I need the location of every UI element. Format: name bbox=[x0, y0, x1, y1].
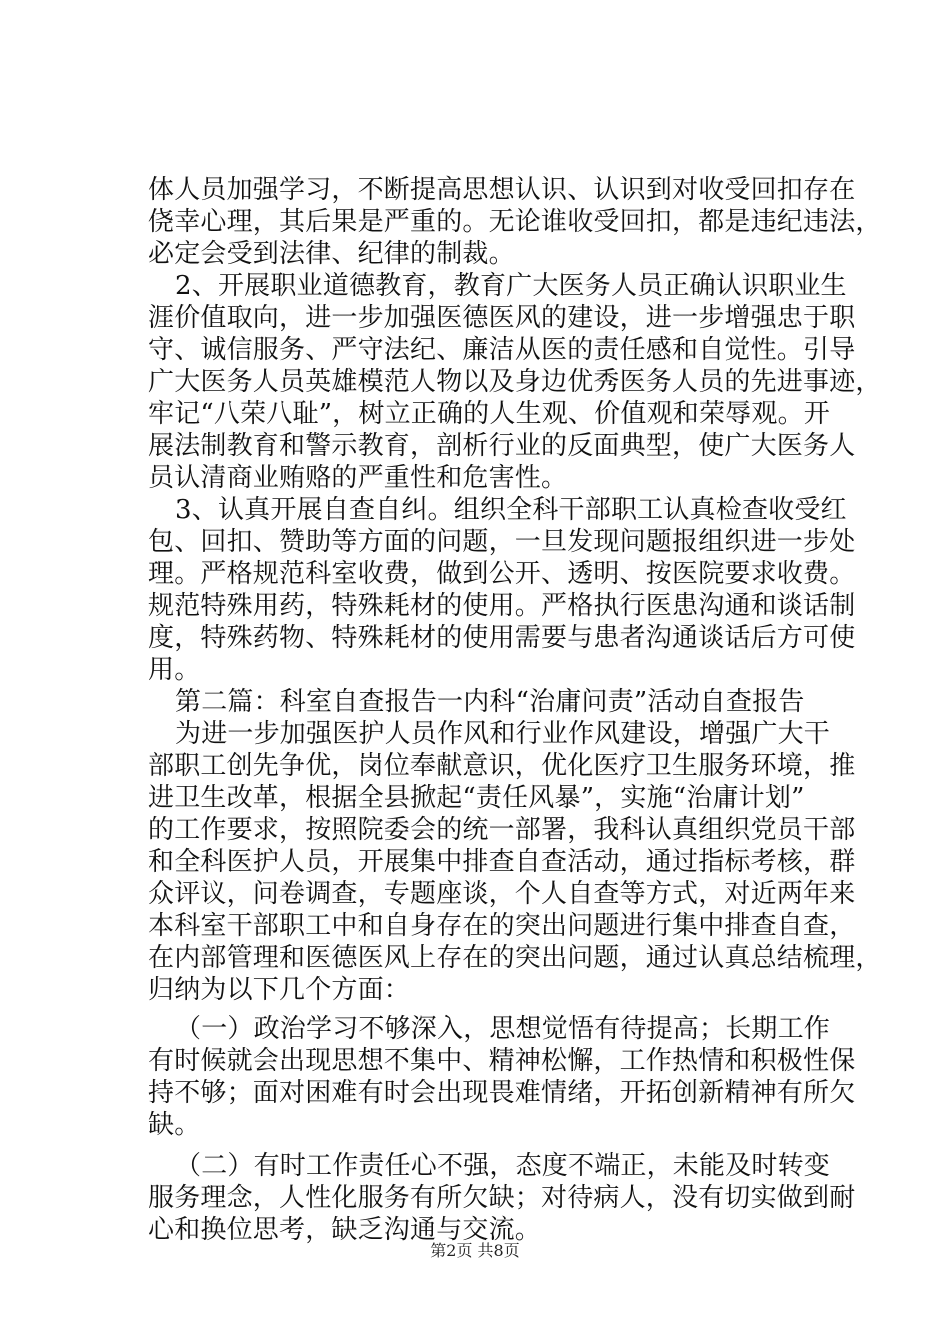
body-text-line: 在内部管理和医德医风上存在的突出问题，通过认真总结梳理， bbox=[148, 943, 882, 973]
body-text-line: 广大医务人员英雄模范人物以及身边优秀医务人员的先进事迹， bbox=[148, 367, 882, 397]
section-heading: 第二篇：科室自查报告一内科“治庸问责”活动自查报告 bbox=[175, 687, 805, 717]
body-text-line: 心和换位思考，缺乏沟通与交流。 bbox=[148, 1215, 542, 1245]
body-text-line: 度，特殊药物、特殊耗材的使用需要与患者沟通谈话后方可使 bbox=[148, 623, 856, 653]
body-text-line: 服务理念，人性化服务有所欠缺；对待病人，没有切实做到耐 bbox=[148, 1183, 856, 1213]
body-text-line: 牢记“八荣八耻”，树立正确的人生观、价值观和荣辱观。开 bbox=[148, 399, 830, 429]
body-text-line: 用。 bbox=[148, 655, 201, 685]
body-text-line: 持不够；面对困难有时会出现畏难情绪，开拓创新精神有所欠 bbox=[148, 1078, 856, 1108]
body-text-line: （一）政治学习不够深入，思想觉悟有待提高；长期工作 bbox=[175, 1014, 831, 1044]
body-text-line: 体人员加强学习，不断提高思想认识、认识到对收受回扣存在 bbox=[148, 175, 856, 205]
body-text-line: 3、认真开展自查自纠。组织全科干部职工认真检查收受红 bbox=[175, 495, 847, 525]
body-text-line: 和全科医护人员，开展集中排查自查活动，通过指标考核，群 bbox=[148, 847, 856, 877]
body-text-line: 的工作要求，按照院委会的统一部署，我科认真组织党员干部 bbox=[148, 815, 856, 845]
body-text-line: 2、开展职业道德教育，教育广大医务人员正确认识职业生 bbox=[175, 271, 847, 301]
page-number-footer: 第2页 共8页 bbox=[430, 1241, 520, 1260]
body-text-line: 展法制教育和警示教育，剖析行业的反面典型，使广大医务人 bbox=[148, 431, 856, 461]
body-text-line: 包、回扣、赞助等方面的问题，一旦发现问题报组织进一步处 bbox=[148, 527, 856, 557]
body-text-line: 有时候就会出现思想不集中、精神松懈，工作热情和积极性保 bbox=[148, 1046, 856, 1076]
body-text-line: 进卫生改革，根据全县掀起“责任风暴”，实施“治庸计划” bbox=[148, 783, 805, 813]
body-text-line: 涯价值取向，进一步加强医德医风的建设，进一步增强忠于职 bbox=[148, 303, 856, 333]
body-text-line: 缺。 bbox=[148, 1110, 201, 1140]
body-text-line: 侥幸心理，其后果是严重的。无论谁收受回扣，都是违纪违法， bbox=[148, 207, 882, 237]
body-text-line: （二）有时工作责任心不强，态度不端正，未能及时转变 bbox=[175, 1151, 831, 1181]
body-text-line: 归纳为以下几个方面： bbox=[148, 975, 411, 1005]
body-text-line: 为进一步加强医护人员作风和行业作风建设，增强广大干 bbox=[175, 719, 831, 749]
body-text-line: 本科室干部职工中和自身存在的突出问题进行集中排查自查， bbox=[148, 911, 856, 941]
body-text-line: 必定会受到法律、纪律的制裁。 bbox=[148, 239, 515, 269]
body-text-line: 众评议，问卷调查，专题座谈，个人自查等方式，对近两年来 bbox=[148, 879, 856, 909]
body-text-line: 守、诚信服务、严守法纪、廉洁从医的责任感和自觉性。引导 bbox=[148, 335, 856, 365]
body-text-line: 规范特殊用药，特殊耗材的使用。严格执行医患沟通和谈话制 bbox=[148, 591, 856, 621]
body-text-line: 部职工创先争优，岗位奉献意识，优化医疗卫生服务环境，推 bbox=[148, 751, 856, 781]
body-text-line: 员认清商业贿赂的严重性和危害性。 bbox=[148, 463, 568, 493]
body-text-line: 理。严格规范科室收费，做到公开、透明、按医院要求收费。 bbox=[148, 559, 856, 589]
